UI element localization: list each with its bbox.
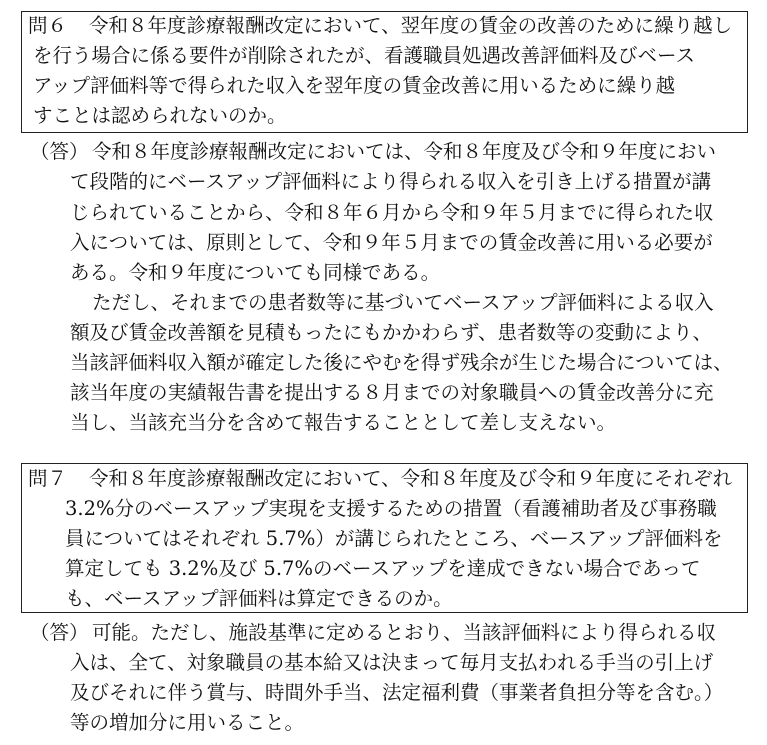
answer-6-line-8: 当該評価料収入額が確定した後にやむを得ず残余が生じた場合については、: [70, 351, 733, 374]
question-6-line-4: すことは認められないのか。: [33, 104, 287, 127]
answer-6-line-5: ある。令和９年度についても同様である。: [70, 261, 441, 284]
answer-6-line-3: じられていることから、令和８年６月から令和９年５月までに得られた収: [70, 201, 714, 224]
answer-7-label: （答）: [30, 621, 89, 644]
question-7-line-4: 算定しても 3.2%及び 5.7%のベースアップを達成できない場合であって: [65, 557, 701, 580]
answer-6-label: （答）: [30, 140, 89, 163]
question-6-label: 問６: [28, 14, 68, 37]
answer-7-line-2: 入は、全て、対象職員の基本給又は決まって毎月支払われる手当の引上げ: [70, 651, 714, 674]
answer-7-line-3: 及びそれに伴う賞与、時間外手当、法定福利費（事業者負担分等を含む。）: [70, 681, 724, 704]
answer-7-line-1: 可能。ただし、施設基準に定めるとおり、当該評価料により得られる収: [92, 621, 717, 644]
question-6-line-1: 令和８年度診療報酬改定において、翌年度の賃金の改善のために繰り越し: [89, 14, 733, 37]
question-7-label: 問７: [28, 467, 68, 490]
answer-7-line-4: 等の増加分に用いること。: [70, 711, 305, 734]
question-6-line-3: アップ評価料等で得られた収入を翌年度の賃金改善に用いるために繰り越: [33, 74, 676, 97]
question-7-line-1: 令和８年度診療報酬改定において、令和８年度及び令和９年度にそれぞれ: [89, 467, 733, 490]
question-7-line-5: も、ベースアップ評価料は算定できるのか。: [65, 587, 453, 610]
answer-6-line-1: 令和８年度診療報酬改定においては、令和８年度及び令和９年度におい: [92, 140, 717, 163]
question-6-line-2: を行う場合に係る要件が削除されたが、看護職員処遇改善評価料及びベース: [33, 44, 696, 67]
answer-6-line-9: 該当年度の実績報告書を提出する８月までの対象職員への賃金改善分に充: [70, 381, 714, 404]
question-7-line-3: 員についてはそれぞれ 5.7%）が講じられたところ、ベースアップ評価料を: [65, 527, 723, 550]
question-7-line-2: 3.2%分のベースアップ実現を支援するための措置（看護補助者及び事務職: [65, 497, 717, 520]
answer-6-line-7: 額及び賃金改善額を見積もったにもかかわらず、患者数等の変動により、: [70, 321, 712, 344]
answer-6-line-6: ただし、それまでの患者数等に基づいてベースアップ評価料による収入: [92, 291, 714, 314]
answer-6-line-10: 当し、当該充当分を含めて報告することとして差し支えない。: [70, 411, 617, 434]
answer-6-line-4: 入については、原則として、令和９年５月までの賃金改善に用いる必要が: [70, 231, 713, 254]
answer-6-line-2: て段階的にベースアップ評価料により得られる収入を引き上げる措置が講: [70, 170, 712, 193]
